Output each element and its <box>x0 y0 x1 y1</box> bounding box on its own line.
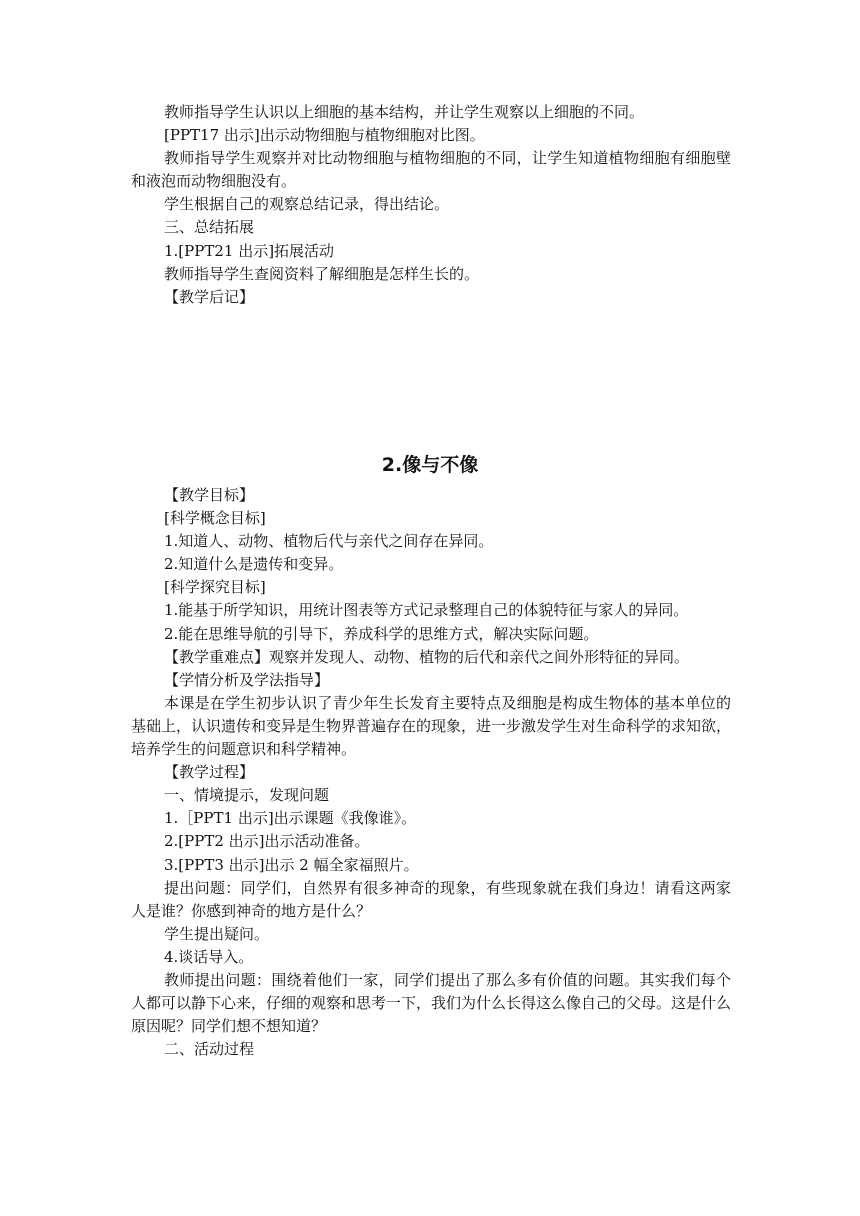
paragraph: 教师指导学生认识以上细胞的基本结构，并让学生观察以上细胞的不同。 <box>164 103 645 121</box>
paragraph: 提出问题：同学们，自然界有很多神奇的现象，有些现象就在我们身边！请看这两家人是谁？你感到神奇的地方是什么？ <box>131 878 731 920</box>
paragraph: 学生提出疑问。 <box>164 924 270 943</box>
section-heading: 【学情分析及学法指导】 <box>164 670 330 689</box>
paragraph: 教师提出问题：围绕着他们一家，同学们提出了那么多有价值的问题。其实我们每个人都可以静下心来，仔细的观察和思考一下，我们为什么长得这么像自己的父母。这是什么原因呢？同学们想不想知道？ <box>131 970 732 1036</box>
paragraph: 3.[PPT3 出示]出示 2 幅全家福照片。 <box>164 855 419 874</box>
paragraph: 【教学重难点】观察并发现人、动物、植物的后代和亲代之间外形特征的异同。 <box>164 647 690 666</box>
section-heading: 【教学过程】 <box>164 763 255 782</box>
section-heading: 一、情境提示，发现问题 <box>164 786 330 805</box>
paragraph: [PPT17 出示]出示动物细胞与植物细胞对比图。 <box>164 126 485 145</box>
paragraph: 教师指导学生观察并对比动物细胞与植物细胞的不同，让学生知道植物细胞有细胞壁和液泡而动物细胞没有。 <box>131 149 731 191</box>
subsection-heading: [科学概念目标] <box>164 509 266 528</box>
lesson-body <box>131 484 731 1061</box>
section-heading: 二、活动过程 <box>164 1040 255 1059</box>
paragraph: 2.能在思维导航的引导下，养成科学的思维方式，解决实际问题。 <box>164 624 599 643</box>
lesson-title: 2.像与不像 <box>381 454 479 476</box>
section-heading: 【教学目标】 <box>164 486 255 504</box>
subsection-heading: [科学探究目标] <box>164 578 266 597</box>
paragraph: 1.［PPT1 出示]出示课题《我像谁》。 <box>164 809 417 828</box>
section-heading: 【教学后记】 <box>164 287 255 306</box>
paragraph: 1.知道人、动物、植物后代与亲代之间存在异同。 <box>164 532 494 551</box>
paragraph: 学生根据自己的观察总结记录，得出结论。 <box>164 195 450 214</box>
paragraph: 1.能基于所学知识，用统计图表等方式记录整理自己的体貌特征与家人的异同。 <box>164 601 689 620</box>
paragraph: 2.知道什么是遗传和变异。 <box>164 555 344 574</box>
paragraph: 1.[PPT21 出示]拓展活动 <box>164 241 335 260</box>
paragraph: 2.[PPT2 出示]出示活动准备。 <box>164 832 370 851</box>
section-heading: 三、总结拓展 <box>164 218 255 237</box>
paragraph: 4.谈话导入。 <box>164 947 254 966</box>
previous-lesson-continuation <box>131 101 731 309</box>
paragraph: 本课是在学生初步认识了青少年生长发育主要特点及细胞是构成生物体的基本单位的基础上，认识遗传和变异是生物界普遍存在的现象，进一步激发学生对生命科学的求知欲，培养学生的问题意识和科学精神。 <box>131 693 732 759</box>
paragraph: 教师指导学生查阅资料了解细胞是怎样生长的。 <box>164 264 480 283</box>
